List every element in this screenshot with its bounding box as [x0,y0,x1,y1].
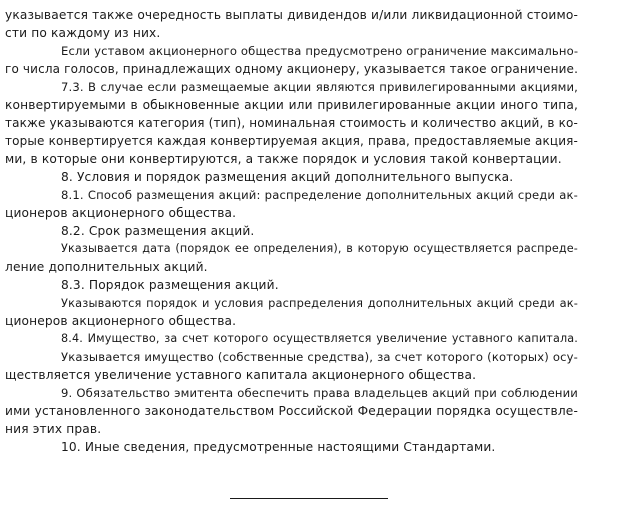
text-line: Указывается имущество (собственные средства), за счет которого (которых) осу- [61,350,578,364]
text-line: ния этих прав. [5,422,102,436]
text-line: 8. Условия и порядок размещения акций дополнительного выпуска. [61,170,514,184]
text-line: го числа голосов, принадлежащих одному акционеру, указывается такое ограничение. [5,62,578,76]
text-line: Указываются порядок и условия распределения дополнительных акций среди ак- [61,296,578,310]
text-line: ми, в которые они конвертируются, а также порядок и условия такой конвертации. [5,152,562,166]
text-line: сти по каждому из них. [5,26,161,40]
text-line: также указываются категория (тип), номинальная стоимость и количество акций, в ко- [5,116,578,130]
text-line: 8.2. Срок размещения акций. [61,224,255,238]
text-line: 8.3. Порядок размещения акций. [61,278,279,292]
text-line: конвертируемыми в обыкновенные акции или привилегированные акции иного типа, [5,98,578,112]
text-line: Если уставом акционерного общества предусмотрено ограничение максимально- [61,44,578,58]
text-line: Указывается дата (порядок ее определения), в которую осуществляется распреде- [61,242,578,255]
text-line: 8.1. Способ размещения акций: распределение дополнительных акций среди ак- [61,188,578,202]
text-line: 8.4. Имущество, за счет которого осуществляется увеличение уставного капитала. [61,332,578,345]
text-line: ционеров акционерного общества. [5,206,237,220]
text-line: 9. Обязательство эмитента обеспечить права владельцев акций при соблюдении [61,386,578,400]
closing-rule [230,498,388,499]
text-line: 10. Иные сведения, предусмотренные настоящими Стандартами. [61,440,496,454]
text-line: указывается также очередность выплаты дивидендов и/или ликвидационной стоимо- [5,8,578,22]
text-line: ществляется увеличение уставного капитала акционерного общества. [5,368,477,382]
text-line: торые конвертируется каждая конвертируемая акция, права, предоставляемые акция- [5,134,578,148]
document-text [5,6,578,456]
text-line: ление дополнительных акций. [5,260,208,274]
text-line: 7.3. В случае если размещаемые акции являются привилегированными акциями, [61,80,578,94]
text-line: ционеров акционерного общества. [5,314,237,328]
text-line: ими установленного законодательством Российской Федерации порядка осуществле- [5,404,578,418]
